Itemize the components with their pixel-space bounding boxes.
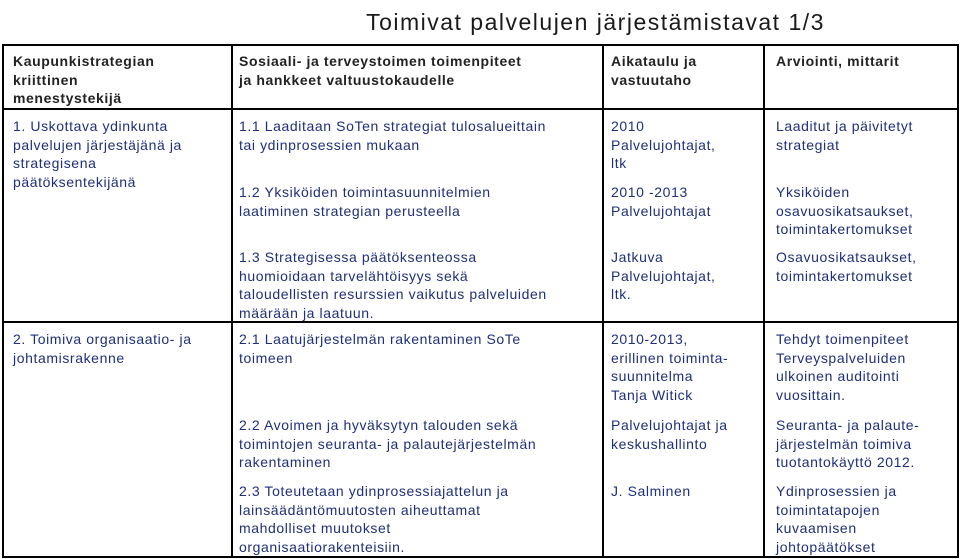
header-critical-factor: Kaupunkistrategian kriittinen menestystekijä xyxy=(13,53,155,106)
action-1-2: 1.2 Yksiköiden toimintasuunnitelmien laatiminen strategian perusteella xyxy=(239,184,491,219)
column-divider xyxy=(602,46,604,556)
critical-factor-2: 2. Toimiva organisaatio- ja johtamisrakenne xyxy=(13,331,192,366)
action-1-3: 1.3 Strategisessa päätöksenteossa huomioidaan tarvelähtöisyys sekä taloudellisten resurssien vaikutus palveluiden määrään ja laatuun. xyxy=(239,249,547,321)
schedule-1-3: Jatkuva Palvelujohtajat, ltk. xyxy=(611,249,716,302)
header-schedule: Aikataulu ja vastuutaho xyxy=(611,53,697,88)
header-evaluation: Arviointi, mittarit xyxy=(776,53,900,69)
schedule-2-1: 2010-2013, erillinen toiminta- suunnitelma Tanja Witick xyxy=(611,331,729,403)
schedule-2-3: J. Salminen xyxy=(611,483,691,499)
schedule-1-1: 2010 Palvelujohtajat, ltk xyxy=(611,118,716,171)
column-divider xyxy=(231,46,233,556)
action-2-2: 2.2 Avoimen ja hyväksytyn talouden sekä toimintojen seuranta- ja palautejärjestelmän rakentaminen xyxy=(239,417,537,470)
evaluation-1-1: Laaditut ja päivitetyt strategiat xyxy=(776,118,913,153)
schedule-2-2: Palvelujohtajat ja keskushallinto xyxy=(611,417,728,452)
evaluation-2-2: Seuranta- ja palaute- järjestelmän toimiva tuotantokäyttö 2012. xyxy=(776,417,920,470)
critical-factor-1: 1. Uskottava ydinkunta palvelujen järjestäjänä ja strategisena päätöksentekijänä xyxy=(13,118,182,190)
evaluation-2-3: Ydinprosessien ja toimintatapojen kuvaamisen johtopäätökset xyxy=(776,483,897,555)
strategy-table xyxy=(2,44,959,558)
header-divider xyxy=(4,108,957,110)
column-divider xyxy=(763,46,765,556)
evaluation-1-3: Osavuosikatsaukset, toimintakertomukset xyxy=(776,249,917,284)
action-1-1: 1.1 Laaditaan SoTen strategiat tulosalueittain tai ydinprosessien mukaan xyxy=(239,118,547,153)
action-2-1: 2.1 Laatujärjestelmän rakentaminen SoTe toimeen xyxy=(239,331,521,366)
page-title: Toimivat palvelujen järjestämistavat 1/3 xyxy=(366,8,825,35)
schedule-1-2: 2010 -2013 Palvelujohtajat xyxy=(611,184,712,219)
action-2-3: 2.3 Toteutetaan ydinprosessiajattelun ja lainsäädäntömuutosten aiheuttamat mahdolliset muutokset organisaatiorakenteisiin. xyxy=(239,483,509,555)
evaluation-2-1: Tehdyt toimenpiteet Terveyspalveluiden ulkoinen auditointi vuosittain. xyxy=(776,331,909,403)
evaluation-1-2: Yksiköiden osavuosikatsaukset, toimintakertomukset xyxy=(776,184,914,237)
header-actions: Sosiaali- ja terveystoimen toimenpiteet ja hankkeet valtuustokaudelle xyxy=(239,53,522,88)
